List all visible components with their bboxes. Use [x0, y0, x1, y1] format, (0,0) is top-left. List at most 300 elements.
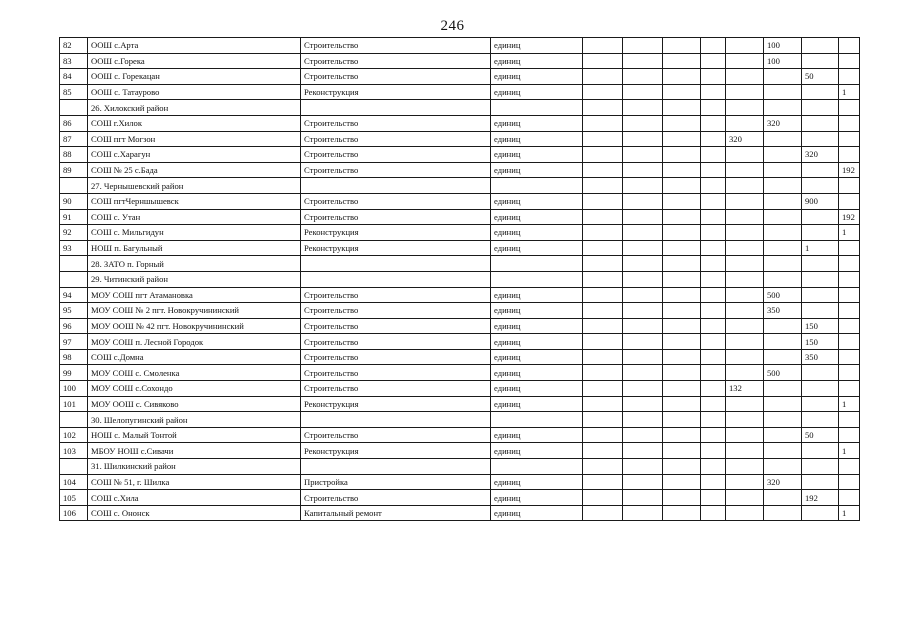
value-cell [583, 69, 623, 85]
row-number-cell: 105 [60, 490, 88, 506]
value-cell [623, 443, 663, 459]
row-number-cell: 84 [60, 69, 88, 85]
value-cell [726, 271, 764, 287]
value-cell [764, 209, 802, 225]
value-cell [839, 427, 860, 443]
value-cell [802, 412, 839, 428]
row-number-cell [60, 256, 88, 272]
value-cell [764, 256, 802, 272]
value-cell: 1 [839, 225, 860, 241]
value-cell [726, 225, 764, 241]
value-cell [839, 193, 860, 209]
value-cell [726, 334, 764, 350]
value-cell [583, 427, 623, 443]
unit-cell: единиц [491, 240, 583, 256]
value-cell [583, 115, 623, 131]
work-type-cell [301, 271, 491, 287]
value-cell [583, 412, 623, 428]
unit-cell [491, 459, 583, 475]
value-cell: 350 [764, 303, 802, 319]
value-cell: 1 [839, 505, 860, 521]
value-cell [623, 256, 663, 272]
table-row [60, 474, 860, 490]
row-number-cell [60, 412, 88, 428]
value-cell [802, 271, 839, 287]
value-cell: 320 [726, 131, 764, 147]
school-name-cell: СОШ с.Домна [88, 349, 301, 365]
value-cell [839, 474, 860, 490]
value-cell [701, 100, 726, 116]
school-name-cell: ООШ с.Арта [88, 38, 301, 54]
school-name-cell: МОУ СОШ с.Сохондо [88, 381, 301, 397]
value-cell [764, 349, 802, 365]
value-cell [839, 178, 860, 194]
table-row [60, 365, 860, 381]
value-cell [583, 225, 623, 241]
value-cell [802, 365, 839, 381]
section-row [60, 412, 860, 428]
value-cell [726, 100, 764, 116]
value-cell [764, 505, 802, 521]
value-cell [701, 396, 726, 412]
unit-cell: единиц [491, 225, 583, 241]
row-number-cell: 103 [60, 443, 88, 459]
unit-cell: единиц [491, 38, 583, 54]
value-cell [663, 505, 701, 521]
value-cell [726, 396, 764, 412]
school-name-cell: СОШ с.Харагун [88, 147, 301, 163]
row-number-cell [60, 271, 88, 287]
value-cell [583, 147, 623, 163]
value-cell [764, 100, 802, 116]
work-type-cell: Строительство [301, 162, 491, 178]
table-row [60, 303, 860, 319]
value-cell: 900 [802, 193, 839, 209]
value-cell [726, 427, 764, 443]
value-cell [583, 100, 623, 116]
work-type-cell: Строительство [301, 209, 491, 225]
table-row [60, 381, 860, 397]
value-cell [583, 334, 623, 350]
value-cell: 192 [839, 162, 860, 178]
value-cell [583, 396, 623, 412]
value-cell [623, 505, 663, 521]
unit-cell: единиц [491, 84, 583, 100]
value-cell: 100 [764, 53, 802, 69]
value-cell [583, 490, 623, 506]
value-cell [839, 115, 860, 131]
value-cell [802, 53, 839, 69]
value-cell [802, 381, 839, 397]
value-cell [764, 443, 802, 459]
work-type-cell: Строительство [301, 381, 491, 397]
value-cell: 1 [839, 443, 860, 459]
value-cell [839, 131, 860, 147]
table-row [60, 225, 860, 241]
table-row [60, 505, 860, 521]
row-number-cell: 99 [60, 365, 88, 381]
value-cell [663, 209, 701, 225]
value-cell [583, 240, 623, 256]
value-cell [583, 474, 623, 490]
value-cell [726, 69, 764, 85]
value-cell [701, 193, 726, 209]
value-cell [663, 334, 701, 350]
work-type-cell: Реконструкция [301, 443, 491, 459]
value-cell [623, 365, 663, 381]
value-cell [583, 38, 623, 54]
row-number-cell: 106 [60, 505, 88, 521]
value-cell [583, 178, 623, 194]
value-cell [583, 459, 623, 475]
table-row [60, 84, 860, 100]
value-cell [764, 318, 802, 334]
value-cell [701, 318, 726, 334]
unit-cell: единиц [491, 53, 583, 69]
value-cell [583, 53, 623, 69]
work-type-cell: Строительство [301, 365, 491, 381]
value-cell [802, 115, 839, 131]
value-cell [663, 193, 701, 209]
value-cell [726, 443, 764, 459]
value-cell [701, 271, 726, 287]
value-cell [764, 490, 802, 506]
school-name-cell: МОУ СОШ п. Лесной Городок [88, 334, 301, 350]
value-cell [764, 178, 802, 194]
school-name-cell: МОУ СОШ пгт Атамановка [88, 287, 301, 303]
value-cell [701, 505, 726, 521]
school-name-cell: СОШ № 25 с.Бада [88, 162, 301, 178]
value-cell [663, 162, 701, 178]
work-type-cell: Строительство [301, 490, 491, 506]
value-cell [623, 303, 663, 319]
value-cell [583, 162, 623, 178]
value-cell [802, 162, 839, 178]
value-cell [623, 412, 663, 428]
section-row [60, 271, 860, 287]
value-cell [701, 69, 726, 85]
work-type-cell: Строительство [301, 53, 491, 69]
value-cell [839, 349, 860, 365]
unit-cell: единиц [491, 147, 583, 163]
value-cell [663, 303, 701, 319]
page-number: 246 [440, 18, 465, 34]
value-cell: 50 [802, 427, 839, 443]
school-name-cell: СОШ с. Ононск [88, 505, 301, 521]
value-cell [701, 53, 726, 69]
schools-table [59, 37, 860, 521]
unit-cell: единиц [491, 349, 583, 365]
value-cell [839, 100, 860, 116]
value-cell [663, 318, 701, 334]
value-cell [583, 443, 623, 459]
value-cell [839, 38, 860, 54]
value-cell: 320 [764, 115, 802, 131]
work-type-cell: Строительство [301, 349, 491, 365]
value-cell [663, 381, 701, 397]
unit-cell: единиц [491, 490, 583, 506]
value-cell [839, 318, 860, 334]
unit-cell: единиц [491, 427, 583, 443]
value-cell [701, 162, 726, 178]
unit-cell: единиц [491, 365, 583, 381]
value-cell [623, 69, 663, 85]
value-cell [623, 427, 663, 443]
value-cell [623, 131, 663, 147]
value-cell [726, 256, 764, 272]
table-row [60, 490, 860, 506]
work-type-cell: Строительство [301, 69, 491, 85]
work-type-cell: Реконструкция [301, 84, 491, 100]
table-row [60, 69, 860, 85]
school-name-cell: ООШ с.Горека [88, 53, 301, 69]
work-type-cell: Строительство [301, 38, 491, 54]
value-cell [701, 443, 726, 459]
work-type-cell: Реконструкция [301, 240, 491, 256]
value-cell [802, 131, 839, 147]
value-cell [764, 193, 802, 209]
value-cell [839, 365, 860, 381]
value-cell [583, 209, 623, 225]
value-cell [764, 412, 802, 428]
value-cell [802, 287, 839, 303]
value-cell [623, 115, 663, 131]
value-cell: 50 [802, 69, 839, 85]
unit-cell: единиц [491, 443, 583, 459]
work-type-cell: Капитальный ремонт [301, 505, 491, 521]
value-cell [623, 209, 663, 225]
value-cell [839, 53, 860, 69]
value-cell [623, 381, 663, 397]
work-type-cell [301, 459, 491, 475]
work-type-cell: Строительство [301, 427, 491, 443]
value-cell [726, 349, 764, 365]
value-cell [663, 474, 701, 490]
unit-cell: единиц [491, 193, 583, 209]
work-type-cell: Строительство [301, 334, 491, 350]
value-cell [726, 318, 764, 334]
value-cell: 150 [802, 334, 839, 350]
value-cell: 100 [764, 38, 802, 54]
value-cell [583, 303, 623, 319]
value-cell: 350 [802, 349, 839, 365]
value-cell [764, 459, 802, 475]
value-cell [701, 381, 726, 397]
value-cell [701, 365, 726, 381]
value-cell [623, 84, 663, 100]
value-cell [701, 287, 726, 303]
value-cell [663, 115, 701, 131]
value-cell: 320 [764, 474, 802, 490]
school-name-cell: НОШ с. Малый Тонтой [88, 427, 301, 443]
value-cell [701, 178, 726, 194]
unit-cell: единиц [491, 334, 583, 350]
value-cell [623, 396, 663, 412]
row-number-cell: 96 [60, 318, 88, 334]
unit-cell [491, 178, 583, 194]
value-cell [726, 459, 764, 475]
value-cell [583, 505, 623, 521]
value-cell [839, 303, 860, 319]
value-cell [726, 412, 764, 428]
work-type-cell: Строительство [301, 193, 491, 209]
value-cell [701, 303, 726, 319]
value-cell [726, 84, 764, 100]
unit-cell: единиц [491, 396, 583, 412]
table-body [60, 38, 860, 521]
work-type-cell [301, 100, 491, 116]
work-type-cell [301, 178, 491, 194]
work-type-cell: Строительство [301, 287, 491, 303]
work-type-cell [301, 412, 491, 428]
row-number-cell: 94 [60, 287, 88, 303]
value-cell [663, 271, 701, 287]
row-number-cell: 92 [60, 225, 88, 241]
value-cell [663, 147, 701, 163]
value-cell [623, 53, 663, 69]
section-row [60, 256, 860, 272]
table-row [60, 443, 860, 459]
value-cell [583, 287, 623, 303]
value-cell [701, 84, 726, 100]
value-cell: 1 [802, 240, 839, 256]
value-cell [839, 69, 860, 85]
value-cell: 132 [726, 381, 764, 397]
value-cell: 320 [802, 147, 839, 163]
unit-cell: единиц [491, 505, 583, 521]
value-cell [623, 147, 663, 163]
value-cell [663, 53, 701, 69]
value-cell [663, 225, 701, 241]
school-name-cell: МОУ ООШ с. Сивяково [88, 396, 301, 412]
value-cell [764, 381, 802, 397]
work-type-cell: Строительство [301, 115, 491, 131]
value-cell [726, 209, 764, 225]
value-cell [701, 349, 726, 365]
value-cell [764, 147, 802, 163]
value-cell [663, 443, 701, 459]
row-number-cell: 83 [60, 53, 88, 69]
unit-cell: единиц [491, 381, 583, 397]
value-cell [701, 412, 726, 428]
school-name-cell: СОШ г.Хилок [88, 115, 301, 131]
table-row [60, 131, 860, 147]
value-cell: 500 [764, 365, 802, 381]
row-number-cell: 93 [60, 240, 88, 256]
section-row [60, 100, 860, 116]
value-cell [663, 490, 701, 506]
value-cell [623, 225, 663, 241]
value-cell [701, 427, 726, 443]
section-row [60, 459, 860, 475]
row-number-cell: 102 [60, 427, 88, 443]
value-cell [663, 349, 701, 365]
value-cell [623, 490, 663, 506]
value-cell [802, 100, 839, 116]
value-cell [726, 147, 764, 163]
unit-cell: единиц [491, 303, 583, 319]
value-cell [764, 162, 802, 178]
value-cell [663, 38, 701, 54]
value-cell [726, 53, 764, 69]
value-cell [623, 162, 663, 178]
row-number-cell: 95 [60, 303, 88, 319]
value-cell [663, 459, 701, 475]
value-cell [839, 240, 860, 256]
value-cell [701, 256, 726, 272]
row-number-cell [60, 459, 88, 475]
value-cell: 1 [839, 396, 860, 412]
value-cell [583, 381, 623, 397]
school-name-cell: МОУ СОШ с. Смоленка [88, 365, 301, 381]
table-row [60, 240, 860, 256]
value-cell [701, 209, 726, 225]
value-cell [802, 84, 839, 100]
value-cell [623, 349, 663, 365]
table-row [60, 38, 860, 54]
value-cell [802, 396, 839, 412]
value-cell [623, 334, 663, 350]
row-number-cell: 90 [60, 193, 88, 209]
value-cell [701, 334, 726, 350]
value-cell [726, 287, 764, 303]
value-cell [663, 287, 701, 303]
value-cell [623, 38, 663, 54]
value-cell [764, 427, 802, 443]
work-type-cell: Строительство [301, 318, 491, 334]
unit-cell: единиц [491, 209, 583, 225]
row-number-cell [60, 178, 88, 194]
value-cell [839, 256, 860, 272]
unit-cell [491, 256, 583, 272]
value-cell [839, 334, 860, 350]
value-cell [701, 490, 726, 506]
table-row [60, 193, 860, 209]
value-cell [663, 256, 701, 272]
table-row [60, 349, 860, 365]
section-heading: 26. Хилокский район [88, 100, 301, 116]
table-row [60, 318, 860, 334]
school-name-cell: МОУ ООШ № 42 пгт. Новокручининский [88, 318, 301, 334]
value-cell [583, 84, 623, 100]
unit-cell: единиц [491, 115, 583, 131]
work-type-cell: Строительство [301, 131, 491, 147]
value-cell [663, 131, 701, 147]
value-cell [764, 69, 802, 85]
row-number-cell: 88 [60, 147, 88, 163]
value-cell [802, 38, 839, 54]
table-row [60, 147, 860, 163]
value-cell [726, 162, 764, 178]
row-number-cell: 98 [60, 349, 88, 365]
value-cell [583, 193, 623, 209]
value-cell [623, 271, 663, 287]
row-number-cell: 89 [60, 162, 88, 178]
value-cell [839, 412, 860, 428]
value-cell [764, 271, 802, 287]
value-cell [701, 131, 726, 147]
value-cell [839, 490, 860, 506]
value-cell [726, 490, 764, 506]
section-heading: 27. Чернышевский район [88, 178, 301, 194]
unit-cell: единиц [491, 69, 583, 85]
work-type-cell: Строительство [301, 303, 491, 319]
value-cell [701, 240, 726, 256]
section-row [60, 178, 860, 194]
value-cell [802, 178, 839, 194]
school-name-cell: НОШ п. Багульный [88, 240, 301, 256]
school-name-cell: ООШ с. Татаурово [88, 84, 301, 100]
